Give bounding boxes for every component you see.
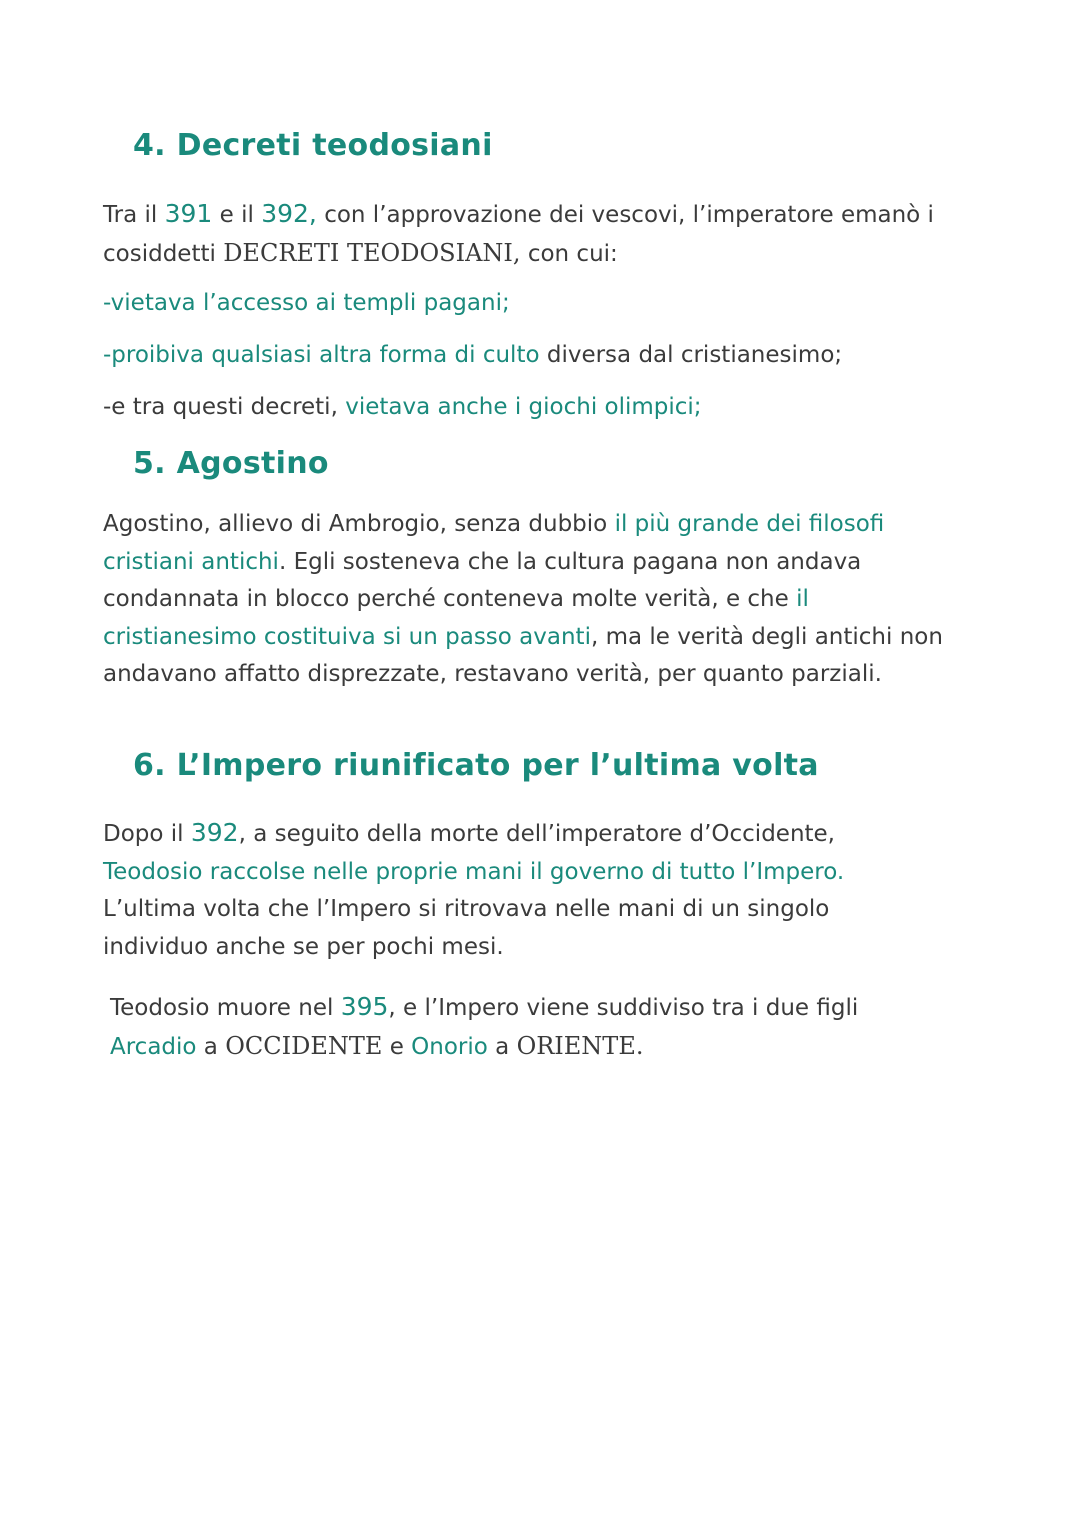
- section-6-title: 6. L’Impero riunificato per l’ultima volta: [133, 748, 819, 783]
- agostino-highlight-2: il cristianesimo costituiva si un passo avanti: [103, 586, 809, 650]
- bullet-temples: -vietava l’accesso ai templi pagani;: [103, 290, 510, 316]
- decrees-term: DECRETI TEODOSIANI,: [223, 238, 521, 267]
- agostino-highlight-1: il più grande dei filosofi cristiani antichi: [103, 511, 885, 575]
- son-onorio: Onorio: [411, 1033, 488, 1060]
- bullet-cults: -proibiva qualsiasi altra forma di culto diversa dal cristianesimo;: [103, 342, 843, 368]
- section-6-body: Dopo il 392, a seguito della morte dell’imperatore d’Occidente, Teodosio raccolse nelle proprie mani il governo di tutto l’Impero. L’ultima volta che l’Impero si ritrovava nelle mani di un singolo individuo anche se per pochi mesi.: [103, 818, 845, 960]
- year-391: 391: [164, 199, 213, 228]
- bullet-olympics: -e tra questi decreti, vietava anche i giochi olimpici;: [103, 394, 702, 420]
- section-5-body: Agostino, allievo di Ambrogio, senza dubbio il più grande dei filosofi cristiani antichi. Egli sosteneva che la cultura pagana non andava condannata in blocco perché conteneva molte verità, e che il cristianesimo costituiva si un passo avanti, ma le verità degli antichi non andavano affatto disprezzate, restavano verità, per quanto parziali.: [103, 511, 943, 687]
- section-6-conclusion: Teodosio muore nel 395, e l’Impero viene suddiviso tra i due figli Arcadio a OCCIDENTE e Onorio a ORIENTE.: [110, 992, 859, 1060]
- year-395: 395: [340, 992, 389, 1021]
- oriente-term: ORIENTE.: [516, 1031, 644, 1060]
- section-5-title: 5. Agostino: [133, 446, 329, 481]
- year-392: 392,: [261, 199, 317, 228]
- year-392-b: 392: [190, 818, 239, 847]
- section-4-title: 4. Decreti teodosiani: [133, 128, 493, 163]
- son-arcadio: Arcadio: [110, 1033, 197, 1060]
- occidente-term: OCCIDENTE: [225, 1031, 383, 1060]
- section-4-intro: Tra il 391 e il 392, con l’approvazione dei vescovi, l’imperatore emanò i cosiddetti DECRETI TEODOSIANI, con cui:: [103, 199, 934, 267]
- teodosio-highlight: Teodosio raccolse nelle proprie mani il governo di tutto l’Impero.: [103, 858, 845, 885]
